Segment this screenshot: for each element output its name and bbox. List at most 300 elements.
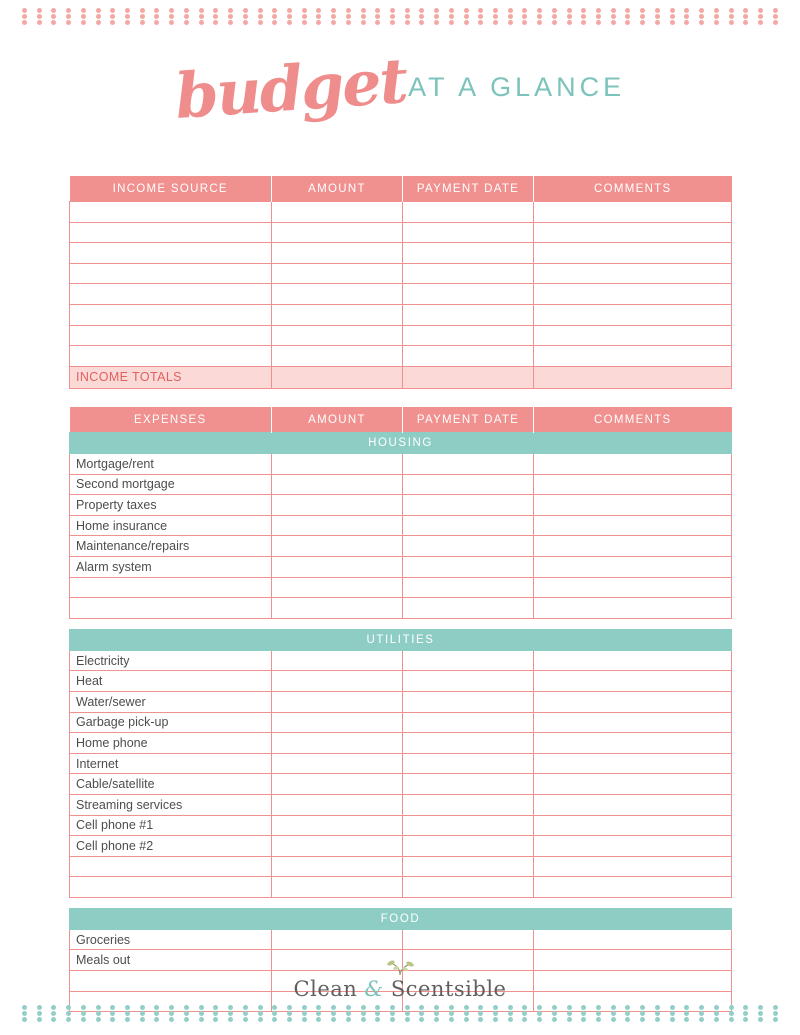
- table-row: [70, 536, 732, 557]
- dot: [228, 1005, 233, 1010]
- row-payment-date-cell[interactable]: [403, 712, 534, 733]
- row-payment-date-cell[interactable]: [403, 556, 534, 577]
- dot: [625, 20, 630, 25]
- row-comments-cell[interactable]: [534, 366, 732, 388]
- row-comments-cell[interactable]: [534, 243, 732, 264]
- row-label-cell[interactable]: [70, 304, 272, 325]
- row-comments-cell[interactable]: [534, 495, 732, 516]
- dot: [567, 1011, 572, 1016]
- row-label-cell[interactable]: [70, 325, 272, 346]
- row-amount-cell[interactable]: [272, 346, 403, 367]
- row-comments-cell[interactable]: [534, 815, 732, 836]
- row-payment-date-cell[interactable]: [403, 671, 534, 692]
- row-label-cell[interactable]: Home insurance: [70, 515, 272, 536]
- row-label-cell[interactable]: Cell phone #1: [70, 815, 272, 836]
- dot: [346, 8, 351, 13]
- dot: [258, 1011, 263, 1016]
- table-row: [70, 202, 732, 223]
- dot: [655, 20, 660, 25]
- row-comments-cell[interactable]: [534, 650, 732, 671]
- dot: [729, 1011, 734, 1016]
- row-comments-cell[interactable]: [534, 877, 732, 898]
- row-label-cell[interactable]: [70, 202, 272, 223]
- row-comments-cell[interactable]: [534, 284, 732, 305]
- row-label-cell[interactable]: [70, 284, 272, 305]
- table-row: [70, 856, 732, 877]
- row-payment-date-cell[interactable]: [403, 495, 534, 516]
- row-label-cell[interactable]: Cable/satellite: [70, 774, 272, 795]
- dot: [684, 1011, 689, 1016]
- dot: [375, 1017, 380, 1022]
- dot: [169, 1005, 174, 1010]
- dot: [154, 1011, 159, 1016]
- row-amount-cell[interactable]: [272, 495, 403, 516]
- dot: [243, 1005, 248, 1010]
- dot: [96, 14, 101, 19]
- row-label-cell[interactable]: Groceries: [70, 929, 272, 950]
- dot: [493, 1011, 498, 1016]
- dot: [302, 14, 307, 19]
- dot: [699, 14, 704, 19]
- table-row: [70, 753, 732, 774]
- dot: [670, 1017, 675, 1022]
- dot: [125, 1017, 130, 1022]
- row-payment-date-cell[interactable]: [403, 346, 534, 367]
- title-subtitle: AT A GLANCE: [408, 72, 626, 102]
- dot: [287, 1017, 292, 1022]
- dot: [478, 20, 483, 25]
- dot: [228, 14, 233, 19]
- dot: [729, 8, 734, 13]
- row-comments-cell[interactable]: [534, 753, 732, 774]
- dot: [140, 20, 145, 25]
- table-row: [70, 325, 732, 346]
- dot: [37, 1011, 42, 1016]
- dot: [140, 1011, 145, 1016]
- row-label-cell[interactable]: Maintenance/repairs: [70, 536, 272, 557]
- dot: [37, 14, 42, 19]
- row-amount-cell[interactable]: [272, 929, 403, 950]
- dot: [684, 14, 689, 19]
- dot: [66, 14, 71, 19]
- dot: [596, 1005, 601, 1010]
- expense-table-body: [70, 433, 732, 1012]
- dot: [758, 20, 763, 25]
- dot: [22, 1005, 27, 1010]
- dot: [493, 14, 498, 19]
- row-label-cell[interactable]: [70, 577, 272, 598]
- dot: [640, 1011, 645, 1016]
- dot: [51, 20, 56, 25]
- row-amount-cell[interactable]: [272, 325, 403, 346]
- row-amount-cell[interactable]: [272, 598, 403, 619]
- row-amount-cell[interactable]: [272, 202, 403, 223]
- row-amount-cell[interactable]: [272, 877, 403, 898]
- row-comments-cell[interactable]: [534, 929, 732, 950]
- dot: [22, 20, 27, 25]
- dot: [66, 8, 71, 13]
- row-payment-date-cell[interactable]: [403, 366, 534, 388]
- column-header-payment-date: PAYMENT DATE: [403, 176, 534, 202]
- row-label-cell[interactable]: [70, 856, 272, 877]
- row-amount-cell[interactable]: [272, 753, 403, 774]
- dot: [522, 14, 527, 19]
- dot: [51, 1011, 56, 1016]
- row-payment-date-cell[interactable]: [403, 515, 534, 536]
- dot: [243, 20, 248, 25]
- dot: [670, 14, 675, 19]
- dot: [611, 8, 616, 13]
- row-label-cell[interactable]: Water/sewer: [70, 691, 272, 712]
- dot: [346, 1011, 351, 1016]
- dot: [434, 20, 439, 25]
- dot: [390, 1011, 395, 1016]
- dot: [596, 20, 601, 25]
- dot: [81, 20, 86, 25]
- dot: [434, 1005, 439, 1010]
- row-amount-cell[interactable]: [272, 774, 403, 795]
- table-row: [70, 836, 732, 857]
- table-row: [70, 366, 732, 388]
- dot: [125, 1005, 130, 1010]
- row-payment-date-cell[interactable]: [403, 929, 534, 950]
- row-amount-cell[interactable]: [272, 366, 403, 388]
- row-comments-cell[interactable]: [534, 304, 732, 325]
- dot: [537, 14, 542, 19]
- brand-name-part-1: Clean: [293, 977, 365, 1001]
- dot: [493, 20, 498, 25]
- dot: [316, 8, 321, 13]
- dot: [258, 1005, 263, 1010]
- dot: [169, 20, 174, 25]
- dot: [184, 8, 189, 13]
- row-payment-date-cell[interactable]: [403, 836, 534, 857]
- dot: [405, 20, 410, 25]
- row-label-cell[interactable]: Second mortgage: [70, 474, 272, 495]
- dot: [419, 1011, 424, 1016]
- dot: [758, 1017, 763, 1022]
- dot: [743, 8, 748, 13]
- row-comments-cell[interactable]: [534, 577, 732, 598]
- dot: [714, 14, 719, 19]
- row-comments-cell[interactable]: [534, 222, 732, 243]
- row-label-cell[interactable]: [70, 346, 272, 367]
- dot: [184, 1011, 189, 1016]
- row-payment-date-cell[interactable]: [403, 454, 534, 475]
- row-comments-cell[interactable]: [534, 733, 732, 754]
- dot: [449, 20, 454, 25]
- row-comments-cell[interactable]: [534, 346, 732, 367]
- dot: [199, 1005, 204, 1010]
- row-label-cell[interactable]: Alarm system: [70, 556, 272, 577]
- row-payment-date-cell[interactable]: [403, 202, 534, 223]
- column-header-amount: AMOUNT: [272, 407, 403, 433]
- row-label-cell[interactable]: Cell phone #2: [70, 836, 272, 857]
- row-amount-cell[interactable]: [272, 474, 403, 495]
- row-payment-date-cell[interactable]: [403, 243, 534, 264]
- dot: [258, 8, 263, 13]
- row-payment-date-cell[interactable]: [403, 856, 534, 877]
- dot: [537, 20, 542, 25]
- dot: [96, 1017, 101, 1022]
- dot: [154, 20, 159, 25]
- dot: [37, 1005, 42, 1010]
- section-header-row: [70, 629, 732, 650]
- row-amount-cell[interactable]: [272, 815, 403, 836]
- table-row: [70, 454, 732, 475]
- dot: [316, 14, 321, 19]
- row-payment-date-cell[interactable]: [403, 284, 534, 305]
- row-amount-cell[interactable]: [272, 577, 403, 598]
- dot: [81, 8, 86, 13]
- row-payment-date-cell[interactable]: [403, 733, 534, 754]
- dot: [625, 1005, 630, 1010]
- section-spacer-cell: [70, 618, 732, 629]
- row-amount-cell[interactable]: [272, 671, 403, 692]
- row-payment-date-cell[interactable]: [403, 577, 534, 598]
- row-payment-date-cell[interactable]: [403, 794, 534, 815]
- dot: [110, 1005, 115, 1010]
- row-label-cell[interactable]: [70, 598, 272, 619]
- dot: [714, 1017, 719, 1022]
- section-header-row: [70, 433, 732, 454]
- row-payment-date-cell[interactable]: [403, 598, 534, 619]
- dot: [581, 1005, 586, 1010]
- row-amount-cell[interactable]: [272, 222, 403, 243]
- row-amount-cell[interactable]: [272, 650, 403, 671]
- row-comments-cell[interactable]: [534, 794, 732, 815]
- brand-name-part-2: Scentsible: [383, 977, 507, 1001]
- dot: [773, 8, 778, 13]
- row-payment-date-cell[interactable]: [403, 474, 534, 495]
- column-header-income-source: INCOME SOURCE: [70, 176, 272, 202]
- row-amount-cell[interactable]: [272, 243, 403, 264]
- dot: [434, 8, 439, 13]
- table-row: [70, 598, 732, 619]
- dot: [66, 20, 71, 25]
- row-comments-cell[interactable]: [534, 325, 732, 346]
- row-label-cell[interactable]: Meals out: [70, 950, 272, 971]
- row-label-cell[interactable]: Electricity: [70, 650, 272, 671]
- section-header-label: HOUSING: [70, 433, 732, 454]
- row-comments-cell[interactable]: [534, 515, 732, 536]
- dot: [537, 1011, 542, 1016]
- dot: [390, 1017, 395, 1022]
- column-header-comments: COMMENTS: [534, 407, 732, 433]
- table-row: [70, 346, 732, 367]
- row-payment-date-cell[interactable]: [403, 536, 534, 557]
- dot: [625, 8, 630, 13]
- dot: [405, 1017, 410, 1022]
- row-amount-cell[interactable]: [272, 856, 403, 877]
- dot: [331, 14, 336, 19]
- row-amount-cell[interactable]: [272, 536, 403, 557]
- row-amount-cell[interactable]: [272, 304, 403, 325]
- dot: [522, 1017, 527, 1022]
- row-payment-date-cell[interactable]: [403, 815, 534, 836]
- dot: [51, 14, 56, 19]
- dot: [213, 1011, 218, 1016]
- row-comments-cell[interactable]: [534, 263, 732, 284]
- row-label-cell[interactable]: [70, 243, 272, 264]
- row-label-cell[interactable]: Garbage pick-up: [70, 712, 272, 733]
- dot: [625, 1017, 630, 1022]
- dot: [419, 14, 424, 19]
- row-amount-cell[interactable]: [272, 712, 403, 733]
- row-payment-date-cell[interactable]: [403, 691, 534, 712]
- row-label-cell[interactable]: [70, 877, 272, 898]
- dot: [331, 1005, 336, 1010]
- row-payment-date-cell[interactable]: [403, 774, 534, 795]
- dot: [714, 20, 719, 25]
- dot: [596, 1011, 601, 1016]
- dot: [272, 1005, 277, 1010]
- row-amount-cell[interactable]: [272, 284, 403, 305]
- row-amount-cell[interactable]: [272, 515, 403, 536]
- dot: [405, 1011, 410, 1016]
- dot: [552, 1005, 557, 1010]
- dot: [213, 14, 218, 19]
- dot: [110, 8, 115, 13]
- dot: [228, 1011, 233, 1016]
- dot: [110, 1011, 115, 1016]
- row-comments-cell[interactable]: [534, 556, 732, 577]
- dot: [493, 1017, 498, 1022]
- row-payment-date-cell[interactable]: [403, 753, 534, 774]
- dot: [508, 1005, 513, 1010]
- dot: [729, 1005, 734, 1010]
- dot: [375, 1011, 380, 1016]
- dot: [96, 1005, 101, 1010]
- dot: [22, 8, 27, 13]
- dot: [213, 20, 218, 25]
- dot: [110, 14, 115, 19]
- dot: [258, 1017, 263, 1022]
- row-label-cell[interactable]: INCOME TOTALS: [70, 366, 272, 388]
- row-comments-cell[interactable]: [534, 671, 732, 692]
- table-row: [70, 577, 732, 598]
- row-payment-date-cell[interactable]: [403, 325, 534, 346]
- dot: [184, 1005, 189, 1010]
- dot: [419, 20, 424, 25]
- dot: [449, 8, 454, 13]
- dot: [699, 1017, 704, 1022]
- dot: [655, 14, 660, 19]
- dot-row: [0, 20, 800, 26]
- dot: [464, 1011, 469, 1016]
- dot: [331, 1011, 336, 1016]
- row-amount-cell[interactable]: [272, 556, 403, 577]
- row-label-cell[interactable]: Home phone: [70, 733, 272, 754]
- top-dot-border: [0, 8, 800, 38]
- row-payment-date-cell[interactable]: [403, 304, 534, 325]
- row-comments-cell[interactable]: [534, 856, 732, 877]
- row-amount-cell[interactable]: [272, 733, 403, 754]
- dot: [773, 1017, 778, 1022]
- dot: [316, 1017, 321, 1022]
- dot: [522, 20, 527, 25]
- dot: [287, 14, 292, 19]
- dot: [464, 1017, 469, 1022]
- dot: [537, 1017, 542, 1022]
- section-header-label: FOOD: [70, 908, 732, 929]
- row-comments-cell[interactable]: [534, 474, 732, 495]
- row-label-cell[interactable]: Internet: [70, 753, 272, 774]
- dot: [640, 20, 645, 25]
- dot: [302, 20, 307, 25]
- row-comments-cell[interactable]: [534, 691, 732, 712]
- dot: [154, 1005, 159, 1010]
- dot: [508, 1011, 513, 1016]
- row-comments-cell[interactable]: [534, 598, 732, 619]
- row-payment-date-cell[interactable]: [403, 877, 534, 898]
- table-row: [70, 515, 732, 536]
- dot: [51, 1017, 56, 1022]
- dot: [125, 8, 130, 13]
- row-payment-date-cell[interactable]: [403, 650, 534, 671]
- dot: [125, 1011, 130, 1016]
- row-comments-cell[interactable]: [534, 774, 732, 795]
- dot: [743, 1011, 748, 1016]
- dot: [419, 1005, 424, 1010]
- dot: [640, 1017, 645, 1022]
- dot: [478, 1017, 483, 1022]
- row-label-cell[interactable]: Heat: [70, 671, 272, 692]
- row-amount-cell[interactable]: [272, 454, 403, 475]
- dot: [493, 1005, 498, 1010]
- dot: [287, 8, 292, 13]
- table-header-row: [70, 407, 732, 433]
- dot: [375, 8, 380, 13]
- dot: [140, 1017, 145, 1022]
- dot: [537, 8, 542, 13]
- dot: [640, 8, 645, 13]
- dot: [154, 1017, 159, 1022]
- dot: [611, 1011, 616, 1016]
- row-label-cell[interactable]: Property taxes: [70, 495, 272, 516]
- row-amount-cell[interactable]: [272, 794, 403, 815]
- row-label-cell[interactable]: Mortgage/rent: [70, 454, 272, 475]
- row-comments-cell[interactable]: [534, 454, 732, 475]
- row-label-cell[interactable]: [70, 222, 272, 243]
- row-label-cell[interactable]: Streaming services: [70, 794, 272, 815]
- dot: [405, 14, 410, 19]
- dot: [758, 1005, 763, 1010]
- dot: [464, 8, 469, 13]
- row-amount-cell[interactable]: [272, 691, 403, 712]
- brand-ampersand: &: [364, 977, 384, 1001]
- dot: [640, 14, 645, 19]
- dot: [581, 1017, 586, 1022]
- table-row: [70, 774, 732, 795]
- row-payment-date-cell[interactable]: [403, 222, 534, 243]
- row-comments-cell[interactable]: [534, 712, 732, 733]
- dot: [699, 1011, 704, 1016]
- row-payment-date-cell[interactable]: [403, 263, 534, 284]
- row-comments-cell[interactable]: [534, 536, 732, 557]
- table-row: [70, 222, 732, 243]
- row-label-cell[interactable]: [70, 263, 272, 284]
- row-amount-cell[interactable]: [272, 836, 403, 857]
- row-amount-cell[interactable]: [272, 263, 403, 284]
- dot: [243, 1011, 248, 1016]
- dot: [625, 1011, 630, 1016]
- dot: [81, 1017, 86, 1022]
- row-comments-cell[interactable]: [534, 836, 732, 857]
- row-comments-cell[interactable]: [534, 202, 732, 223]
- dot: [773, 1011, 778, 1016]
- dot: [169, 8, 174, 13]
